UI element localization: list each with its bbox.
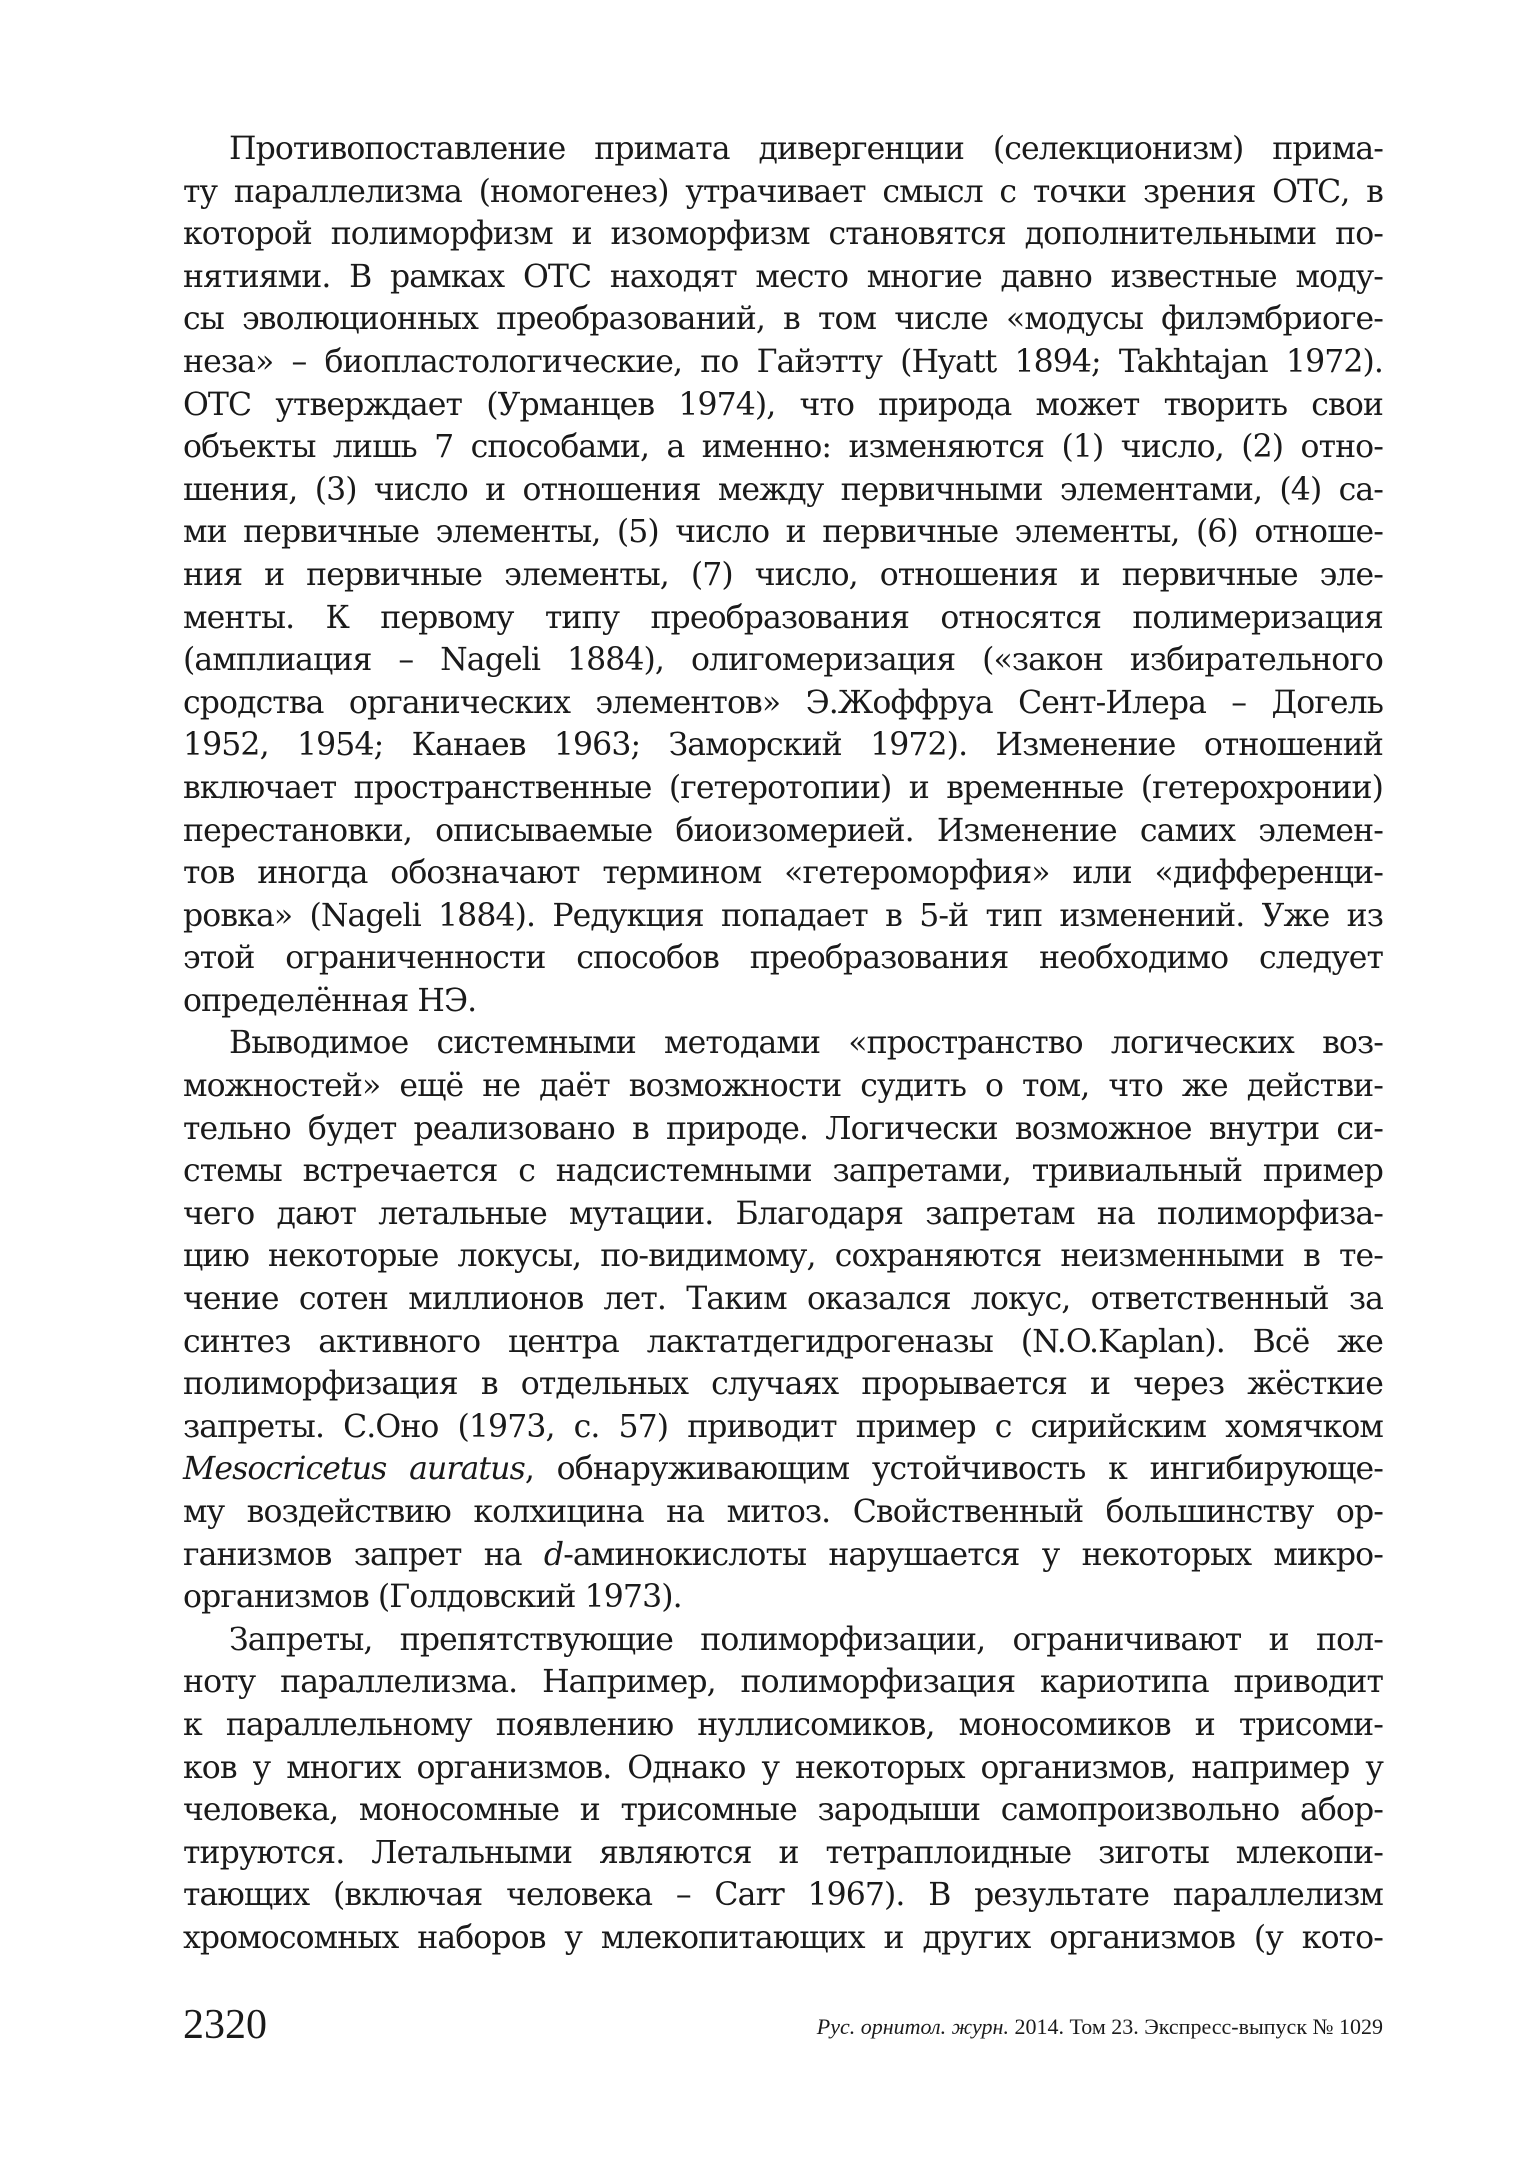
text-line: перестановки, описываемые биоизомерией. Изменение самих элемен-	[183, 812, 1383, 849]
text-line: этой ограниченности способов преобразования необходимо следует	[183, 940, 1383, 977]
text-line	[183, 1534, 1383, 1577]
text-line: ков у многих организмов. Однако у некоторых организмов, например у	[183, 1749, 1383, 1786]
text-line: неза» – биопластологические, по Гайэтту (Hyatt 1894; Takhtajan 1972).	[183, 343, 1383, 380]
text-fragment: ганизмов запрет на	[183, 1536, 544, 1573]
italic-d: d	[543, 1536, 564, 1573]
paragraph-1	[183, 128, 1383, 1022]
text-line: Выводимое системными методами «пространство логических воз-	[229, 1025, 1383, 1062]
text-line: ния и первичные элементы, (7) число, отношения и первичные эле-	[183, 556, 1383, 593]
text-fragment: -аминокислоты нарушается у некоторых микро-	[563, 1536, 1383, 1573]
text-line: определённая НЭ.	[183, 982, 477, 1019]
text-line: ту параллелизма (номогенез) утрачивает смысл с точки зрения ОТС, в	[183, 173, 1383, 210]
text-line: которой полиморфизм и изоморфизм становятся дополнительными по-	[183, 216, 1383, 253]
journal-reference	[817, 2012, 1383, 2042]
text-line: включает пространственные (гетеротопии) и временные (гетерохронии)	[183, 769, 1383, 806]
text-line: сы эволюционных преобразований, в том числе «модусы филэмбриоге-	[183, 301, 1383, 338]
text-line: цию некоторые локусы, по-видимому, сохраняются неизменными в те-	[183, 1238, 1383, 1275]
text-fragment: , обнаруживающим устойчивость к ингибирующе-	[524, 1451, 1383, 1488]
text-line	[183, 1448, 1383, 1491]
journal-issue: 2014. Том 23. Экспресс-выпуск № 1029	[1008, 2014, 1383, 2039]
text-line: Противопоставление примата дивергенции (селекционизм) прима-	[229, 131, 1383, 167]
text-line: тающих (включая человека – Carr 1967). В результате параллелизм	[183, 1877, 1383, 1914]
text-line: (амплиация – Nageli 1884), олигомеризация («закон избирательного	[183, 642, 1383, 679]
paragraph-2	[183, 1022, 1383, 1618]
text-line: ровка» (Nageli 1884). Редукция попадает в 5-й тип изменений. Уже из	[183, 897, 1383, 934]
text-line: му воздействию колхицина на митоз. Свойственный большинству ор-	[183, 1494, 1383, 1530]
text-line: менты. К первому типу преобразования относятся полимеризация	[183, 599, 1383, 636]
paragraph-3	[183, 1619, 1383, 1960]
text-line: синтез активного центра лактатдегидрогеназы (N.O.Kaplan). Всё же	[183, 1323, 1383, 1360]
text-line: к параллельному появлению нуллисомиков, моносомиков и трисоми-	[183, 1706, 1383, 1743]
text-line: хромосомных наборов у млекопитающих и других организмов (у кото-	[183, 1919, 1383, 1956]
journal-name: Рус. орнитол. журн.	[816, 2014, 1009, 2039]
text-line: тов иногда обозначают термином «гетероморфия» или «дифференци-	[183, 855, 1383, 892]
text-line: тельно будет реализовано в природе. Логически возможное внутри си-	[183, 1110, 1383, 1147]
text-line: тируются. Летальными являются и тетраплоидные зиготы млекопи-	[183, 1834, 1383, 1871]
text-line: полиморфизация в отдельных случаях прорывается и через жёсткие	[183, 1366, 1383, 1403]
text-line: ми первичные элементы, (5) число и первичные элементы, (6) отноше-	[183, 514, 1383, 551]
text-line: стемы встречается с надсистемными запретами, тривиальный пример	[183, 1153, 1383, 1190]
text-line: нятиями. В рамках ОТС находят место многие давно известные моду-	[183, 258, 1383, 295]
article-body	[183, 128, 1383, 1960]
text-line: сродства органических элементов» Э.Жоффруа Сент-Илера – Догель	[183, 684, 1383, 721]
text-line: 1952, 1954; Канаев 1963; Заморский 1972). Изменение отношений	[183, 727, 1383, 764]
text-line: объекты лишь 7 способами, а именно: изменяются (1) число, (2) отно-	[183, 429, 1383, 466]
text-line: ноту параллелизма. Например, полиморфизация кариотипа приводит	[183, 1664, 1383, 1701]
text-line: шения, (3) число и отношения между первичными элементами, (4) са-	[183, 471, 1383, 508]
text-line: ОТС утверждает (Урманцев 1974), что природа может творить свои	[183, 386, 1383, 423]
text-line: Запреты, препятствующие полиморфизации, ограничивают и пол-	[229, 1621, 1383, 1658]
text-line: чего дают летальные мутации. Благодаря запретам на полиморфиза-	[183, 1195, 1383, 1232]
page-footer	[183, 2000, 1383, 2050]
species-name: Mesocricetus auratus	[183, 1451, 525, 1488]
text-line: человека, моносомные и трисомные зародыши самопроизвольно абор-	[183, 1792, 1383, 1829]
page-number: 2320	[183, 2002, 267, 2048]
text-line: организмов (Голдовский 1973).	[183, 1579, 682, 1616]
text-line: чение сотен миллионов лет. Таким оказался локус, ответственный за	[183, 1281, 1383, 1318]
text-line: можностей» ещё не даёт возможности судить о том, что же действи-	[183, 1068, 1383, 1105]
text-line: запреты. С.Оно (1973, с. 57) приводит пример с сирийским хомячком	[183, 1408, 1383, 1445]
